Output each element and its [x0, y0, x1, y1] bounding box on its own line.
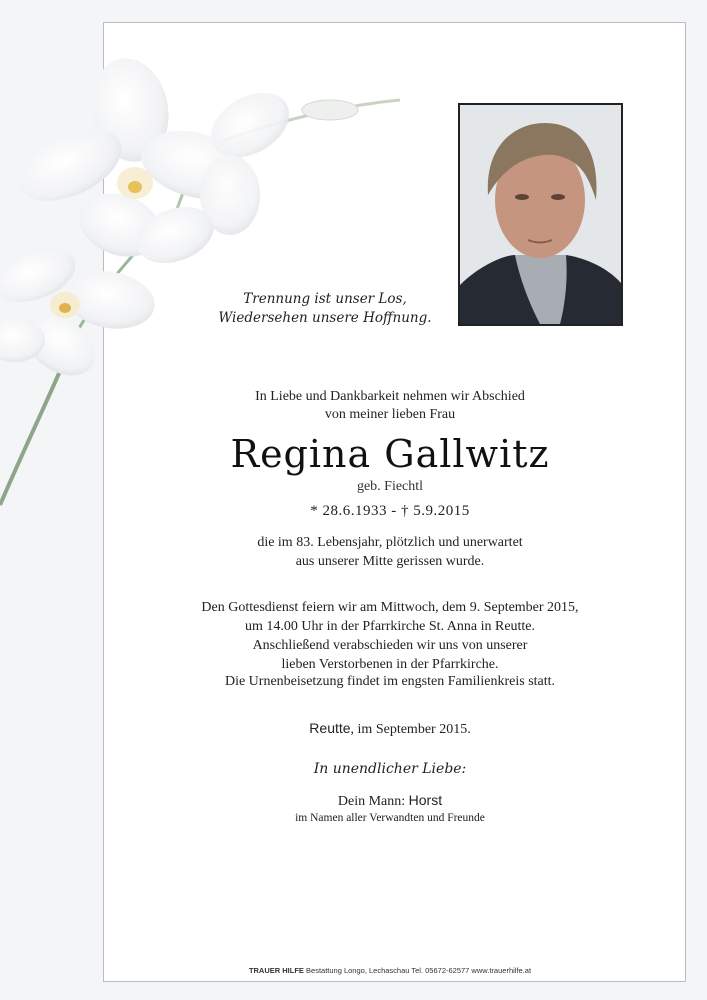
service-text	[150, 598, 630, 674]
footer	[150, 966, 630, 975]
farewell-quote	[205, 290, 445, 328]
urn-burial-text: Die Urnenbeisetzung findet im engsten Familienkreis statt.	[224, 674, 556, 689]
service-line-2: um 14.00 Uhr in der Pfarrkirche St. Anna in Reutte.	[244, 619, 536, 634]
service-line-4: lieben Verstorbenen in der Pfarrkirche.	[281, 657, 499, 672]
signer-prefix: Dein Mann:	[337, 794, 409, 809]
place-city: Reutte	[309, 720, 351, 736]
intro-line-2: von meiner lieben Frau	[324, 407, 456, 422]
quote-line-2: Wiedersehen unsere Hoffnung.	[218, 310, 432, 326]
relatives-text: im Namen aller Verwandten und Freunde	[295, 812, 485, 824]
service-line-1: Den Gottesdienst feiern wir am Mittwoch, dem 9. September 2015,	[201, 600, 579, 615]
passing-line-2: aus unserer Mitte gerissen wurde.	[295, 554, 485, 569]
footer-brand: TRAUER HILFE	[248, 966, 304, 975]
service-line-3: Anschließend verabschieden wir uns von unserer	[252, 638, 528, 653]
portrait-photo	[458, 103, 623, 326]
quote-line-1: Trennung ist unser Los,	[243, 291, 407, 307]
signer	[150, 791, 630, 811]
intro-text	[150, 388, 630, 424]
deceased-name: Regina Gallwitz	[230, 432, 550, 476]
place-date-text: , im September 2015.	[350, 722, 471, 737]
life-dates: * 28.6.1933 - † 5.9.2015	[310, 503, 470, 519]
place-date	[150, 719, 630, 739]
signer-name: Horst	[408, 792, 443, 808]
closing-love: In unendlicher Liebe:	[313, 761, 467, 777]
intro-line-1: In Liebe und Dankbarkeit nehmen wir Abschied	[255, 389, 525, 404]
passing-text	[150, 533, 630, 571]
portrait-image	[460, 105, 621, 324]
passing-line-1: die im 83. Lebensjahr, plötzlich und unerwartet	[257, 535, 523, 550]
footer-info: Bestattung Longo, Lechaschau Tel. 05672-62577 www.trauerhilfe.at	[303, 966, 532, 975]
birth-name: geb. Fiechtl	[356, 479, 424, 494]
